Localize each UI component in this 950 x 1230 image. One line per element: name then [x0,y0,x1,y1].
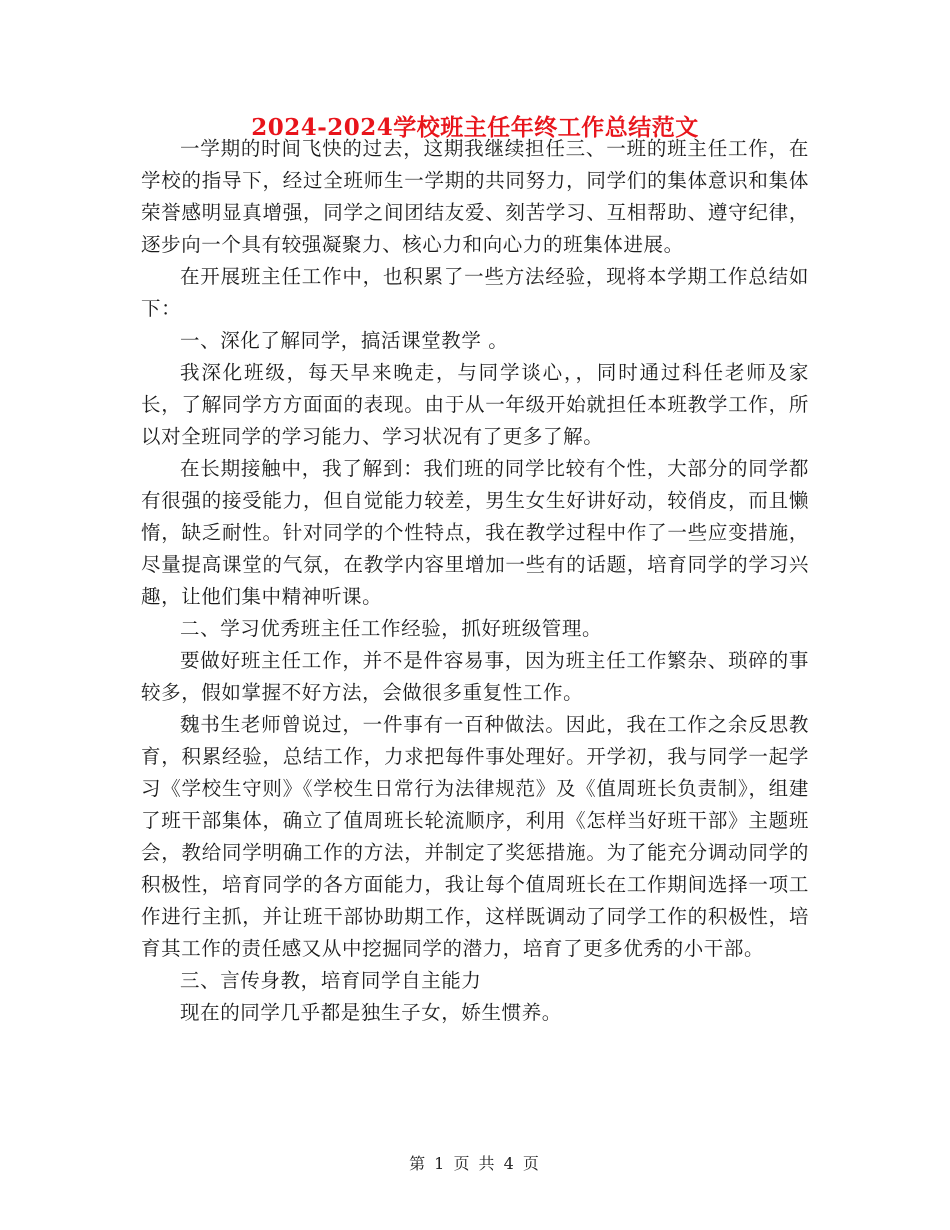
paragraph: 我深化班级，每天早来晚走，与同学谈心，，同时通过科任老师及家长，了解同学方方面面的表现。由于从一年级开始就担任本班教学工作，所以对全班同学的学习能力、学习状况有了更多了解。 [141,361,809,448]
section-heading-1: 一、深化了解同学，搞活课堂教学 。 [180,329,509,352]
paragraph-intro: 一学期的时间飞快的过去，这期我继续担任三、一班的班主任工作，在学校的指导下，经过全班师生一学期的共同努力，同学们的集体意识和集体荣誉感明显真增强，同学之间团结友爱、刻苦学习、互相帮助、遵守纪律，逐步向一个具有较强凝聚力、核心力和向心力的班集体进展。 [141,137,809,256]
paragraph: 在长期接触中，我了解到：我们班的同学比较有个性，大部分的同学都有很强的接受能力，但自觉能力较差，男生女生好讲好动，较俏皮，而且懒惰，缺乏耐性。针对同学的个性特点，我在教学过程中作了一些应变措施，尽量提高课堂的气氛，在教学内容里增加一些有的话题，培育同学的学习兴趣，让他们集中精神听课。 [141,457,809,608]
paragraph: 现在的同学几乎都是独生子女，娇生惯养。 [180,1001,562,1024]
paragraph: 要做好班主任工作，并不是件容易事，因为班主任工作繁杂、琐碎的事较多，假如掌握不好方法，会做很多重复性工作。 [141,649,809,704]
paragraph-summary-lead: 在开展班主任工作中，也积累了一些方法经验，现将本学期工作总结如下： [141,265,809,320]
page-footer: 第 1 页 共 4 页 [409,1154,541,1173]
section-heading-2: 二、学习优秀班主任工作经验，抓好班级管理。 [180,617,603,640]
document-title: 2024-2024学校班主任年终工作总结范文 [251,114,699,141]
document-body [141,133,809,1029]
section-heading-3: 三、言传身教，培育同学自主能力 [180,969,482,992]
paragraph: 魏书生老师曾说过，一件事有一百种做法。因此，我在工作之余反思教育，积累经验，总结工作，力求把每件事处理好。开学初，我与同学一起学习《学校生守则》《学校生日常行为法律规范》及《值周班长负责制》，组建了班干部集体，确立了值周班长轮流顺序，利用《怎样当好班干部》主题班会，教给同学明确工作的方法，并制定了奖惩措施。为了能充分调动同学的积极性，培育同学的各方面能力，我让每个值周班长在工作期间选择一项工作进行主抓，并让班干部协助期工作，这样既调动了同学工作的积极性，培育其工作的责任感又从中挖掘同学的潜力，培育了更多优秀的小干部。 [141,713,809,960]
